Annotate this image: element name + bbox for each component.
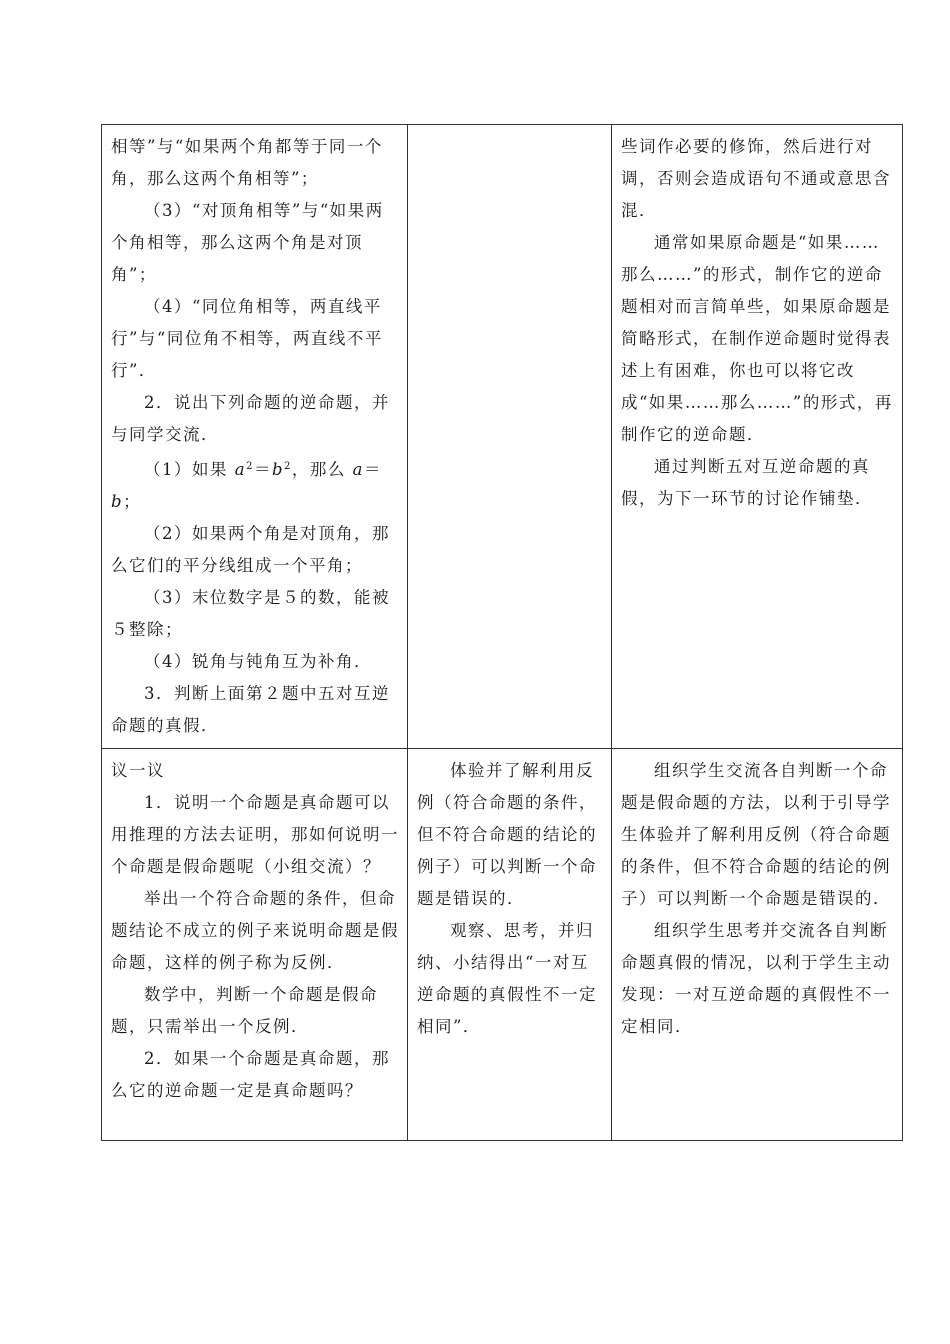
math-item: （1）如果 $a^2=b^2$，那么 a＝b； bbox=[111, 460, 382, 511]
activity-text: 1．说明一个命题是真命题可以用推理的方法去证明，那如何说明一个命题是假命题呢（小组交流）？ bbox=[111, 793, 399, 876]
activity-text: 数学中，判断一个命题是假命题，只需举出一个反例． bbox=[111, 985, 378, 1036]
student-text: 观察、思考，并归纳、小结得出“一对互逆命题的真假性不一定相同”． bbox=[417, 921, 597, 1036]
activity-text: （4）锐角与钝角互为补角． bbox=[144, 652, 372, 671]
student-text: 体验并了解利用反例（符合命题的条件，但不符合命题的结论的例子）可以判断一个命题是错误的． bbox=[417, 761, 597, 908]
intent-text: 通常如果原命题是“如果……那么……”的形式，制作它的逆命题相对而言简单些，如果原命题是简略形式，在制作逆命题时觉得表述上有困难，你也可以将它改成“如果……那么……”的形式，再制作它的逆命题． bbox=[621, 233, 893, 444]
intent-text: 组织学生交流各自判断一个命题是假命题的方法，以利于引导学生体验并了解利用反例（符合命题的条件，但不符合命题的结论的例子）可以判断一个命题是错误的． bbox=[621, 761, 891, 908]
activity-text: 相等”与“如果两个角都等于同一个角，那么这两个角相等”； bbox=[111, 137, 383, 188]
activity-text: 2．说出下列命题的逆命题，并与同学交流． bbox=[111, 393, 390, 444]
activity-text: 3．判断上面第２题中五对互逆命题的真假． bbox=[111, 684, 390, 735]
activity-text: 2．如果一个命题是真命题，那么它的逆命题一定是真命题吗？ bbox=[111, 1049, 390, 1100]
activity-text: 举出一个符合命题的条件，但命题结论不成立的例子来说明命题是假命题，这样的例子称为反例． bbox=[111, 889, 399, 972]
table-row bbox=[102, 749, 903, 1141]
activity-text: （4）“同位角相等，两直线平行”与“同位角不相等，两直线不平行”． bbox=[111, 297, 383, 380]
table-row bbox=[102, 125, 903, 749]
intent-text: 些词作必要的修饰，然后进行对调，否则会造成语句不通或意思含混． bbox=[621, 137, 891, 220]
student-cell bbox=[408, 125, 612, 749]
intent-cell bbox=[612, 749, 903, 1141]
intent-text: 组织学生思考并交流各自判断命题真假的情况，以利于学生主动发现：一对互逆命题的真假性不一定相同． bbox=[621, 921, 891, 1036]
activity-text: （3）“对顶角相等”与“如果两个角相等，那么这两个角是对顶角”； bbox=[111, 201, 384, 284]
activity-cell bbox=[102, 749, 408, 1141]
intent-text: 通过判断五对互逆命题的真假，为下一环节的讨论作铺垫． bbox=[621, 457, 873, 508]
activity-text: （2）如果两个角是对顶角，那么它们的平分线组成一个平角； bbox=[111, 524, 390, 575]
lesson-table bbox=[101, 124, 903, 1141]
student-cell bbox=[408, 749, 612, 1141]
activity-cell bbox=[102, 125, 408, 749]
activity-text: （3）末位数字是５的数，能被５整除； bbox=[111, 588, 390, 639]
section-heading: 议一议 bbox=[111, 761, 165, 780]
intent-cell bbox=[612, 125, 903, 749]
